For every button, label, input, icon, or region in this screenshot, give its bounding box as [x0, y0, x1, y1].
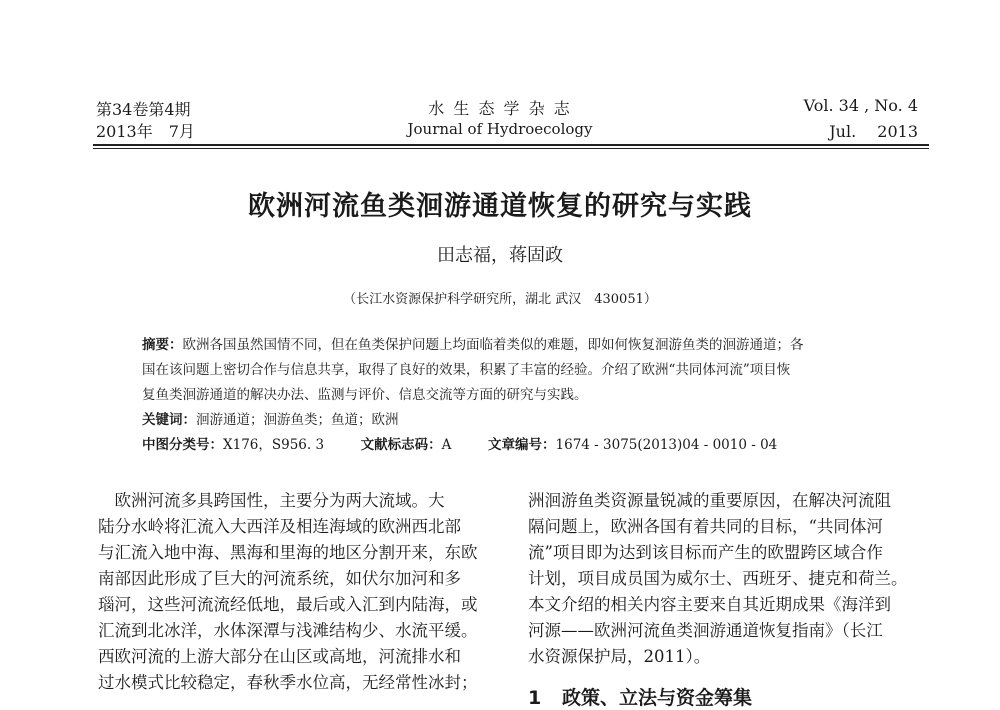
journal-name-en: Journal of Hydroecology [407, 120, 593, 138]
body-line-left: 汇流到北冰洋，水体深潭与浅滩结构少、水流平缓。 [98, 621, 478, 640]
keywords-label: 关键词： [142, 412, 196, 428]
body-line-left: 南部因此形成了巨大的河流系统，如伏尔加河和多 [98, 569, 461, 588]
doc-code-value: A [441, 437, 452, 453]
clc-label: 中图分类号： [142, 437, 223, 453]
paper-affiliation: （长江水资源保护科学研究所，湖北 武汉 430051） [343, 292, 657, 307]
classification-line [142, 433, 777, 453]
keywords-text: 洄游通道；洄游鱼类；鱼道；欧洲 [196, 412, 399, 428]
header-rule-thick [93, 144, 929, 146]
publication-date-en: Jul. 2013 [829, 122, 918, 141]
body-line-left: 过水模式比较稳定，春秋季水位高，无经常性冰封； [98, 673, 478, 692]
body-line-left: 欧洲河流多具跨国性，主要分为两大流域。大 [98, 491, 445, 510]
article-number-label: 文章编号： [488, 437, 556, 453]
paper-authors: 田志福，蒋固政 [437, 245, 563, 266]
body-line-right: 水资源保护局，2011）。 [528, 647, 711, 666]
section-number: 1 [528, 687, 542, 709]
journal-name-cn: 水 生 态 学 杂 志 [428, 99, 572, 118]
abstract-label: 摘要： [142, 337, 183, 353]
abstract-line: 复鱼类洄游通道的解决办法、监测与评价、信息交流等方面的研究与实践。 [142, 387, 588, 403]
body-line-left: 陆分水岭将汇流入大西洋及相连海域的欧洲西北部 [98, 517, 461, 536]
doc-code-label: 文献标志码： [360, 437, 442, 453]
paper-title: 欧洲河流鱼类洄游通道恢复的研究与实践 [248, 191, 752, 222]
section-heading [528, 683, 752, 710]
abstract-line: 国在该问题上密切合作与信息共享，取得了良好的效果，积累了丰富的经验。介绍了欧洲“共同体河流”项目恢 [142, 362, 791, 378]
body-line-right: 洲洄游鱼类资源量锐减的重要原因，在解决河流阻 [528, 491, 891, 510]
body-line-right: 隔问题上，欧洲各国有着共同的目标，“共同体河 [528, 517, 883, 536]
body-line-left: 西欧河流的上游大部分在山区或高地，河流排水和 [98, 647, 461, 666]
keywords-line [142, 408, 399, 428]
publication-date: 2013年 7月 [96, 122, 195, 141]
clc-value: X176，S956. 3 [223, 437, 325, 453]
volume-issue-en: Vol. 34 , No. 4 [803, 96, 918, 115]
abstract-line [142, 333, 804, 353]
volume-issue: 第34卷第4期 [96, 100, 191, 119]
abstract-text: 欧洲各国虽然国情不同，但在鱼类保护问题上均面临着类似的难题，即如何恢复洄游鱼类的洄游通道；各 [182, 337, 804, 353]
body-line-right: 河源——欧洲河流鱼类洄游通道恢复指南》（长江 [528, 621, 883, 640]
body-line-left: 瑙河，这些河流流经低地，最后或入汇到内陆海，或 [98, 595, 478, 614]
body-line-right: 流”项目即为达到该目标而产生的欧盟跨区域合作 [528, 543, 883, 562]
section-title: 政策、立法与资金筹集 [562, 687, 753, 709]
header-rule-thin [93, 148, 929, 149]
article-number-value: 1674 - 3075(2013)04 - 0010 - 04 [555, 437, 778, 453]
body-line-left: 与汇流入地中海、黑海和里海的地区分割开来，东欧 [98, 543, 478, 562]
body-line-right: 计划，项目成员国为威尔士、西班牙、捷克和荷兰。 [528, 569, 908, 588]
body-line-right: 本文介绍的相关内容主要来自其近期成果《海洋到 [528, 595, 891, 614]
